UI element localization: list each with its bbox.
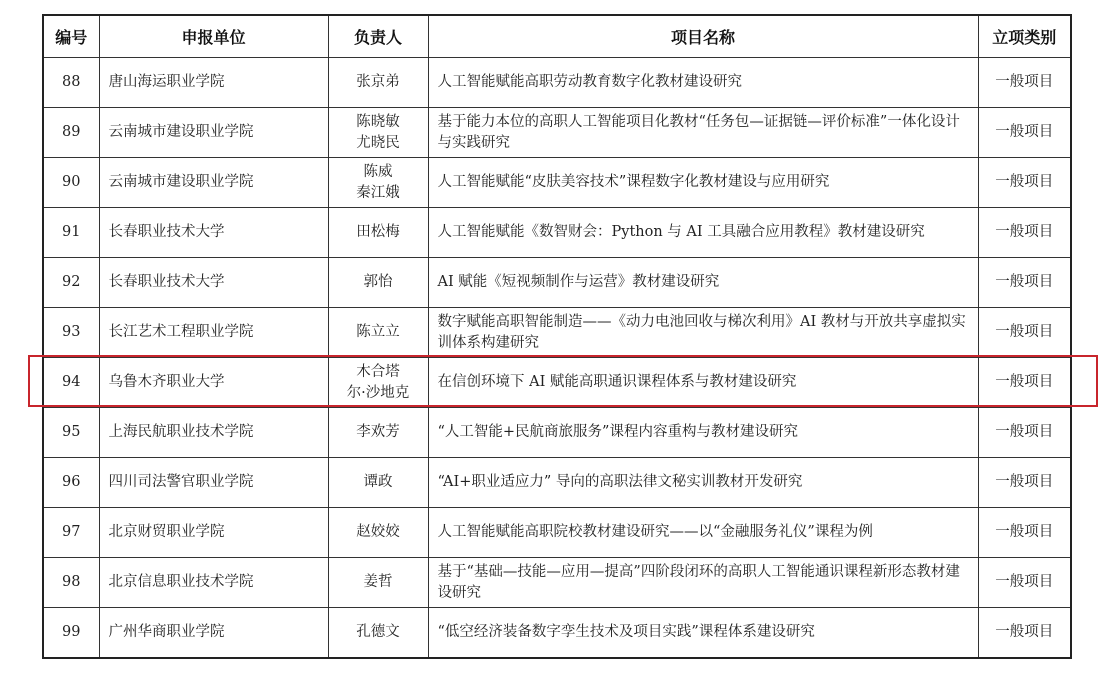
- cell-type: 一般项目: [978, 608, 1071, 659]
- table-row: [43, 458, 1071, 508]
- leader-name: 张京弟: [356, 74, 400, 90]
- cell-unit: 广州华商职业学院: [99, 608, 328, 659]
- cell-unit: 长江艺术工程职业学院: [99, 308, 328, 358]
- leader-name: 郭怡: [363, 274, 393, 290]
- leader-name: 谭政: [363, 474, 393, 490]
- cell-type: 一般项目: [978, 308, 1071, 358]
- cell-no: 99: [43, 608, 99, 659]
- table-header-row: [43, 15, 1071, 58]
- cell-project: “低空经济装备数字孪生技术及项目实践”课程体系建设研究: [428, 608, 978, 659]
- cell-unit: 唐山海运职业学院: [99, 58, 328, 108]
- cell-no: 90: [43, 158, 99, 208]
- cell-unit: 北京信息职业技术学院: [99, 558, 328, 608]
- cell-no: 92: [43, 258, 99, 308]
- leader-name: 李欢芳: [356, 424, 400, 440]
- cell-project: “人工智能+民航商旅服务”课程内容重构与教材建设研究: [428, 408, 978, 458]
- cell-leader: [328, 458, 428, 508]
- table-row: [43, 58, 1071, 108]
- cell-project: “AI+职业适应力” 导向的高职法律文秘实训教材开发研究: [428, 458, 978, 508]
- cell-type: 一般项目: [978, 358, 1071, 408]
- table-row: [43, 508, 1071, 558]
- table-row: [43, 608, 1071, 659]
- cell-leader: [328, 608, 428, 659]
- table-row: [43, 258, 1071, 308]
- cell-type: 一般项目: [978, 58, 1071, 108]
- project-table-wrapper: [42, 14, 1072, 659]
- header-leader: 负责人: [328, 15, 428, 58]
- cell-no: 89: [43, 108, 99, 158]
- table-row: [43, 208, 1071, 258]
- cell-leader: [328, 158, 428, 208]
- cell-unit: 上海民航职业技术学院: [99, 408, 328, 458]
- table-row: [43, 558, 1071, 608]
- cell-type: 一般项目: [978, 558, 1071, 608]
- cell-type: 一般项目: [978, 108, 1071, 158]
- cell-no: 97: [43, 508, 99, 558]
- table-row: [43, 408, 1071, 458]
- table-row: [43, 158, 1071, 208]
- leader-name: 秦江娥: [356, 184, 400, 201]
- leader-name: 田松梅: [356, 224, 400, 240]
- header-project: 项目名称: [428, 15, 978, 58]
- leader-name: 陈威: [363, 163, 393, 180]
- leader-name: 陈晓敏: [356, 113, 400, 130]
- cell-type: 一般项目: [978, 208, 1071, 258]
- cell-unit: 云南城市建设职业学院: [99, 108, 328, 158]
- cell-project: AI 赋能《短视频制作与运营》教材建设研究: [428, 258, 978, 308]
- cell-project: 在信创环境下 AI 赋能高职通识课程体系与教材建设研究: [428, 358, 978, 408]
- leader-name: 木合塔: [356, 363, 400, 380]
- cell-no: 98: [43, 558, 99, 608]
- cell-project: 基于能力本位的高职人工智能项目化教材“任务包—证据链—评价标准”一体化设计与实践研究: [428, 108, 978, 158]
- table-row: [43, 108, 1071, 158]
- cell-project: 人工智能赋能高职劳动教育数字化教材建设研究: [428, 58, 978, 108]
- cell-unit: 四川司法警官职业学院: [99, 458, 328, 508]
- cell-unit: 乌鲁木齐职业大学: [99, 358, 328, 408]
- cell-leader: [328, 58, 428, 108]
- cell-unit: 长春职业技术大学: [99, 208, 328, 258]
- leader-name: 孔德文: [356, 624, 400, 640]
- cell-project: 基于“基础—技能—应用—提高”四阶段闭环的高职人工智能通识课程新形态教材建设研究: [428, 558, 978, 608]
- cell-no: 91: [43, 208, 99, 258]
- cell-no: 93: [43, 308, 99, 358]
- project-table: [42, 14, 1072, 659]
- cell-project: 人工智能赋能高职院校教材建设研究——以“金融服务礼仪”课程为例: [428, 508, 978, 558]
- cell-leader: [328, 108, 428, 158]
- leader-name: 尔·沙地克: [346, 384, 410, 401]
- cell-leader: [328, 558, 428, 608]
- cell-leader: [328, 208, 428, 258]
- cell-leader: [328, 258, 428, 308]
- table-row: [43, 358, 1071, 408]
- cell-no: 88: [43, 58, 99, 108]
- cell-type: 一般项目: [978, 158, 1071, 208]
- cell-leader: [328, 308, 428, 358]
- header-no: 编号: [43, 15, 99, 58]
- cell-project: 人工智能赋能《数智财会：Python 与 AI 工具融合应用教程》教材建设研究: [428, 208, 978, 258]
- cell-type: 一般项目: [978, 458, 1071, 508]
- cell-no: 94: [43, 358, 99, 408]
- table-row: [43, 308, 1071, 358]
- header-type: 立项类别: [978, 15, 1071, 58]
- cell-leader: [328, 408, 428, 458]
- cell-project: 人工智能赋能“皮肤美容技术”课程数字化教材建设与应用研究: [428, 158, 978, 208]
- cell-unit: 北京财贸职业学院: [99, 508, 328, 558]
- cell-leader: [328, 508, 428, 558]
- header-unit: 申报单位: [99, 15, 328, 58]
- cell-type: 一般项目: [978, 508, 1071, 558]
- cell-leader: [328, 358, 428, 408]
- cell-type: 一般项目: [978, 258, 1071, 308]
- leader-name: 赵姣姣: [356, 524, 400, 540]
- leader-name: 尤晓民: [356, 134, 400, 151]
- cell-unit: 云南城市建设职业学院: [99, 158, 328, 208]
- leader-name: 姜哲: [363, 574, 393, 590]
- cell-unit: 长春职业技术大学: [99, 258, 328, 308]
- cell-no: 95: [43, 408, 99, 458]
- table-body: [43, 58, 1071, 659]
- leader-name: 陈立立: [356, 324, 400, 340]
- cell-type: 一般项目: [978, 408, 1071, 458]
- cell-project: 数字赋能高职智能制造——《动力电池回收与梯次利用》AI 教材与开放共享虚拟实训体系构建研究: [428, 308, 978, 358]
- cell-no: 96: [43, 458, 99, 508]
